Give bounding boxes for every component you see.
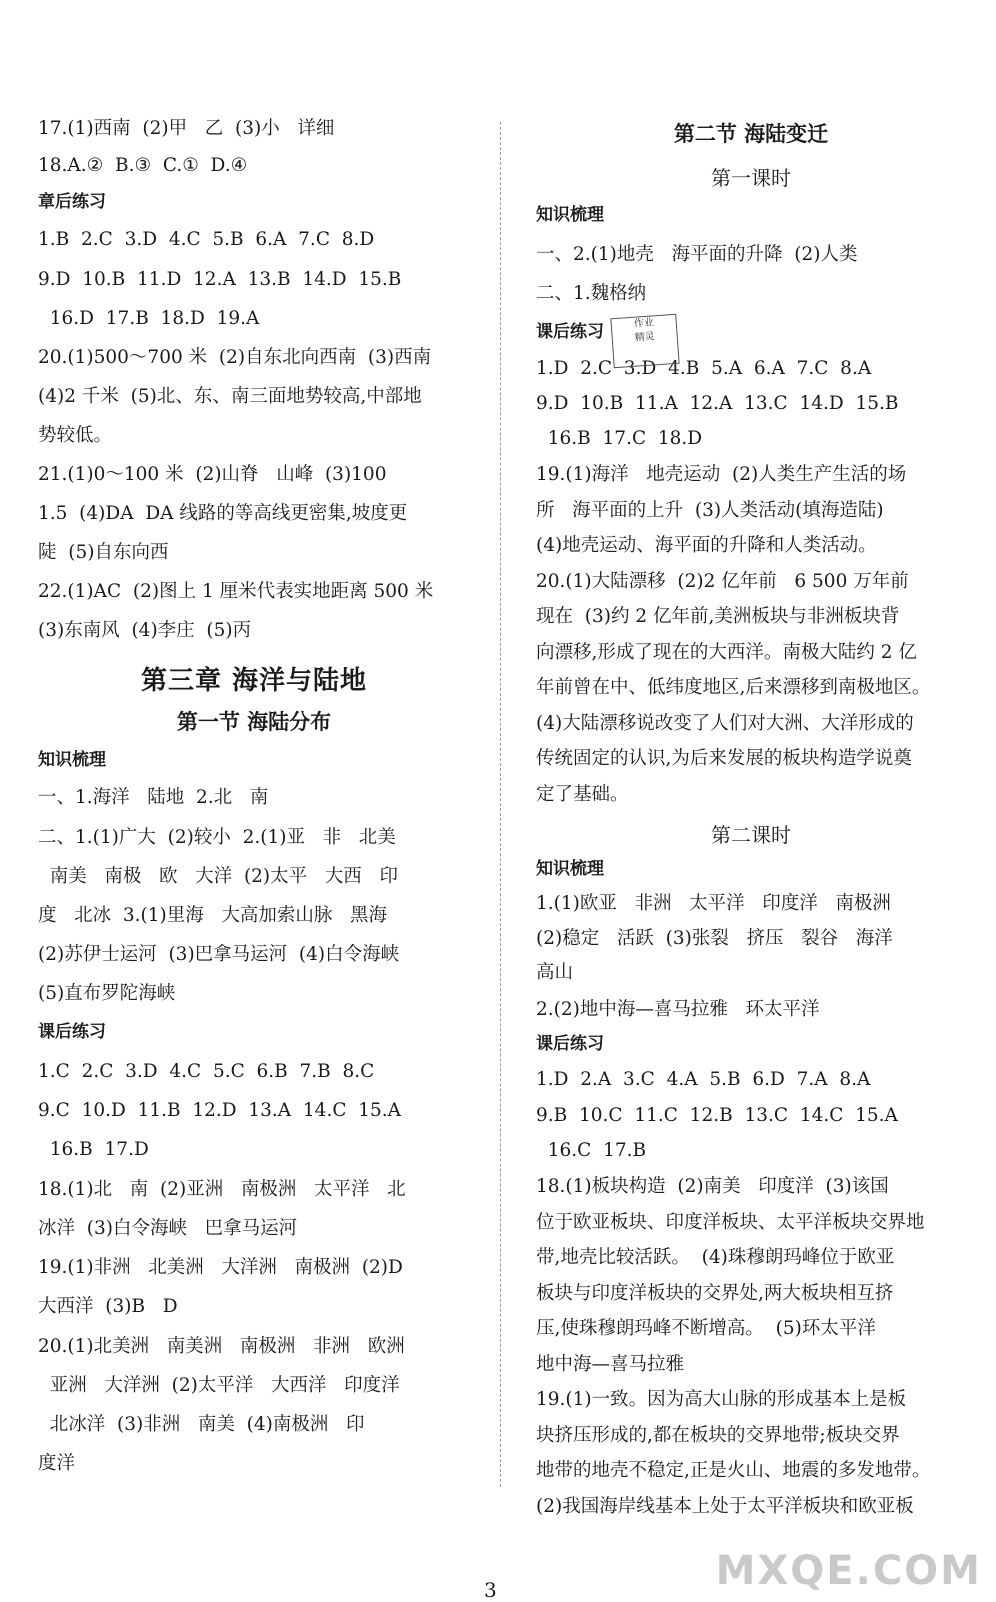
section-heading: 知识梳理 [38,750,106,770]
answer-line: 16.D 17.B 18.D 19.A [38,308,260,329]
answer-line: 亚洲 大洋洲 (2)太平洋 大西洋 印度洋 [38,1375,400,1396]
answer-line: 压,使珠穆朗玛峰不断增高。 (5)环太平洋 [536,1318,876,1339]
answer-line: 9.D 10.B 11.D 12.A 13.B 14.D 15.B [38,269,402,290]
answer-line: 20.(1)北美洲 南美洲 南极洲 非洲 欧洲 [38,1336,405,1357]
section-heading: 章后练习 [38,192,106,212]
lesson-title: 第二课时 [711,823,791,847]
answer-line: (2)稳定 活跃 (3)张裂 挤压 裂谷 海洋 [536,928,893,949]
answer-line: (2)苏伊士运河 (3)巴拿马运河 (4)白令海峡 [38,944,400,965]
answer-line: (4)2 千米 (5)北、东、南三面地势较高,中部地 [38,386,422,407]
answer-line: 9.B 10.C 11.C 12.B 13.C 14.C 15.A [536,1105,898,1126]
answer-line: 1.5 (4)DA DA 线路的等高线更密集,坡度更 [38,503,408,524]
answer-line: 19.(1)非洲 北美洲 大洋洲 南极洲 (2)D [38,1257,403,1278]
answer-line: 16.C 17.B [536,1140,647,1161]
answer-line: (5)直布罗陀海峡 [38,983,176,1004]
section-heading: 课后练习 [536,322,604,342]
answer-line: 所 海平面的上升 (3)人类活动(填海造陆) [536,500,884,521]
answer-line: 定了基础。 [536,784,629,805]
answer-line: 1.(1)欧亚 非洲 太平洋 印度洋 南极洲 [536,893,891,914]
answer-line: 17.(1)西南 (2)甲 乙 (3)小 详细 [38,118,335,139]
answer-line: (4)地壳运动、海平面的升降和人类活动。 [536,535,877,556]
section-heading: 知识梳理 [536,205,604,225]
answer-line: 19.(1)海洋 地壳运动 (2)人类生产生活的场 [536,464,907,485]
answer-line: 20.(1)大陆漂移 (2)2 亿年前 6 500 万年前 [536,571,909,592]
answer-line: 地带的地壳不稳定,正是火山、地震的多发地带。 [536,1460,931,1481]
answer-line: 9.C 10.D 11.B 12.D 13.A 14.C 15.A [38,1100,402,1121]
answer-line: 位于欧亚板块、印度洋板块、太平洋板块交界地 [536,1212,925,1233]
watermark-logo: MXQE.COM [715,1548,982,1594]
answer-line: 19.(1)一致。因为高大山脉的形成基本上是板 [536,1389,907,1410]
answer-line: 高山 [536,962,574,983]
answer-line: 1.C 2.C 3.D 4.C 5.C 6.B 7.B 8.C [38,1061,375,1082]
answer-line: 向漂移,形成了现在的大西洋。南极大陆约 2 亿 [536,642,917,663]
answer-line: 块挤压形成的,都在板块的交界地带;板块交界 [536,1425,900,1446]
stamp-seal: 作业 精灵 [610,314,679,368]
section-heading: 课后练习 [536,1034,604,1054]
section-heading: 知识梳理 [536,859,604,879]
page-number: 3 [484,1578,497,1602]
chapter-title: 第三章 海洋与陆地 [140,666,368,696]
answer-line: 18.(1)板块构造 (2)南美 印度洋 (3)该国 [536,1176,889,1197]
answer-line: 冰洋 (3)白令海峡 巴拿马运河 [38,1218,298,1239]
answer-line: 传统固定的认识,为后来发展的板块构造学说奠 [536,748,912,769]
answer-line: 带,地壳比较活跃。 (4)珠穆朗玛峰位于欧亚 [536,1247,895,1268]
answer-line: (3)东南风 (4)李庄 (5)丙 [38,620,252,641]
answer-line: 16.B 17.D [38,1139,149,1160]
answer-line: 陡 (5)自东向西 [38,542,169,563]
answer-line: 现在 (3)约 2 亿年前,美洲板块与非洲板块背 [536,606,900,627]
column-divider [500,122,501,1487]
section-heading: 课后练习 [38,1022,106,1042]
answer-line: 18.A.② B.③ C.① D.④ [38,155,248,176]
answer-line: 1.D 2.A 3.C 4.A 5.B 6.D 7.A 8.A [536,1069,871,1090]
answer-line: 9.D 10.B 11.A 12.A 13.C 14.D 15.B [536,393,899,414]
lesson-title: 第一课时 [711,166,791,190]
answer-line: 一、1.海洋 陆地 2.北 南 [38,787,269,808]
answer-line: 年前曾在中、低纬度地区,后来漂移到南极地区。 [536,677,931,698]
section-title: 第一节 海陆分布 [176,709,332,734]
answer-line: 22.(1)AC (2)图上 1 厘米代表实地距离 500 米 [38,581,434,602]
answer-line: 势较低。 [38,425,113,446]
answer-line: (4)大陆漂移说改变了人们对大洲、大洋形成的 [536,713,914,734]
answer-line: 度洋 [38,1453,76,1474]
answer-line: 二、1.魏格纳 [536,283,647,304]
answer-line: 一、2.(1)地壳 海平面的升降 (2)人类 [536,244,858,265]
answer-line: 1.B 2.C 3.D 4.C 5.B 6.A 7.C 8.D [38,229,375,250]
answer-line: (2)我国海岸线基本上处于太平洋板块和欧亚板 [536,1496,914,1517]
section-title: 第二节 海陆变迁 [673,121,829,146]
answer-line: 度 北冰 3.(1)里海 大高加索山脉 黑海 [38,905,388,926]
answer-line: 大西洋 (3)B D [38,1296,178,1317]
answer-line: 北冰洋 (3)非洲 南美 (4)南极洲 印 [38,1414,365,1435]
answer-line: 地中海—喜马拉雅 [536,1354,685,1375]
answer-line: 南美 南极 欧 大洋 (2)太平 大西 印 [38,866,398,887]
answer-line: 16.B 17.C 18.D [536,428,703,449]
answer-line: 20.(1)500～700 米 (2)自东北向西南 (3)西南 [38,347,432,368]
answer-line: 二、1.(1)广大 (2)较小 2.(1)亚 非 北美 [38,827,396,848]
answer-line: 1.D 2.C 3.D 4.B 5.A 6.A 7.C 8.A [536,358,872,379]
answer-line: 板块与印度洋板块的交界处,两大板块相互挤 [536,1283,894,1304]
answer-line: 2.(2)地中海—喜马拉雅 环太平洋 [536,999,820,1020]
answer-line: 21.(1)0～100 米 (2)山脊 山峰 (3)100 [38,464,387,485]
answer-line: 18.(1)北 南 (2)亚洲 南极洲 太平洋 北 [38,1179,406,1200]
